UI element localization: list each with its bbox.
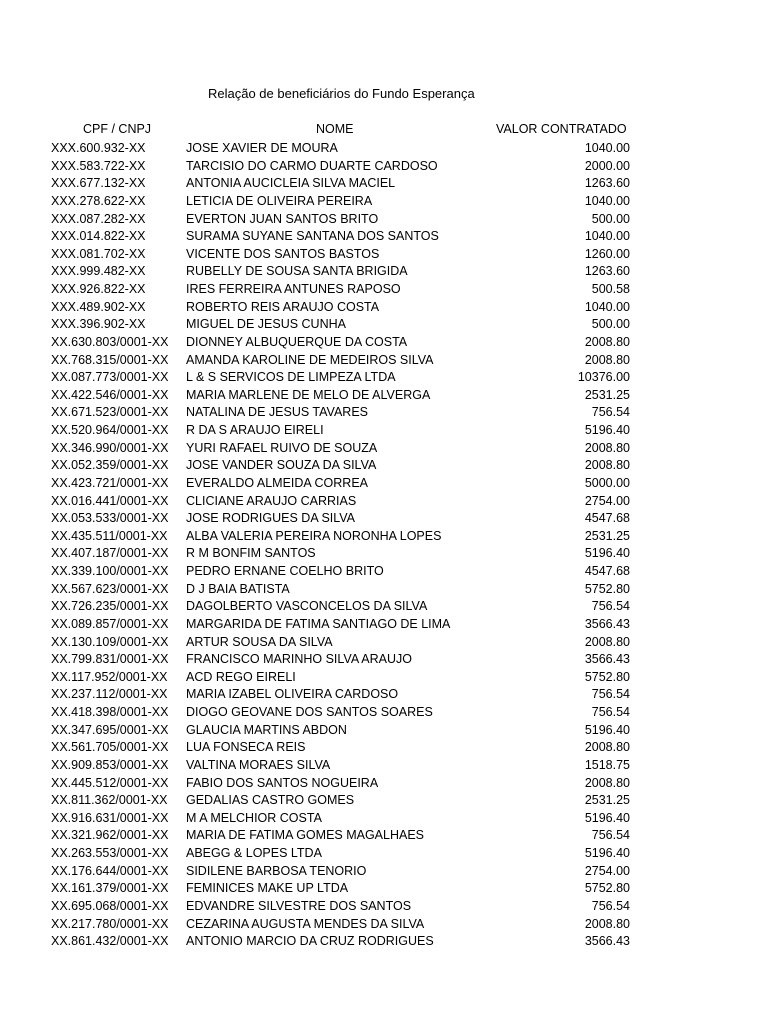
table-row: [0, 493, 768, 511]
name-cell: RUBELLY DE SOUSA SANTA BRIGIDA: [186, 264, 408, 279]
value-cell: 5196.40: [584, 846, 630, 860]
name-cell: M A MELCHIOR COSTA: [186, 810, 322, 825]
table-row: [0, 739, 768, 757]
cpf-cell: XX.089.857/0001-XX: [51, 616, 169, 631]
table-row: [0, 704, 768, 722]
name-cell: TARCISIO DO CARMO DUARTE CARDOSO: [186, 158, 438, 173]
name-cell: NATALINA DE JESUS TAVARES: [186, 405, 368, 420]
name-cell: ARTUR SOUSA DA SILVA: [186, 634, 333, 649]
name-cell: FRANCISCO MARINHO SILVA ARAUJO: [186, 652, 412, 667]
table-row: [0, 228, 768, 246]
value-cell: 1040.00: [584, 141, 630, 155]
cpf-cell: XX.435.511/0001-XX: [51, 528, 168, 543]
table-row: [0, 404, 768, 422]
table-row: [0, 898, 768, 916]
table-row: [0, 211, 768, 229]
cpf-cell: XX.130.109/0001-XX: [51, 634, 169, 649]
name-cell: VICENTE DOS SANTOS BASTOS: [186, 246, 380, 261]
document-title: Relação de beneficiários do Fundo Esperança: [208, 86, 475, 101]
cpf-cell: XX.861.432/0001-XX: [51, 934, 169, 949]
table-row: [0, 775, 768, 793]
name-cell: JOSE RODRIGUES DA SILVA: [186, 511, 356, 526]
name-cell: PEDRO ERNANE COELHO BRITO: [186, 564, 384, 578]
cpf-cell: XXX.489.902-XX: [51, 299, 146, 314]
table-row: [0, 387, 768, 405]
table-row: [0, 863, 768, 881]
cpf-cell: XX.339.100/0001-XX: [51, 564, 169, 578]
value-cell: 1263.60: [584, 264, 630, 279]
cpf-cell: XX.811.362/0001-XX: [51, 793, 168, 808]
name-cell: ALBA VALERIA PEREIRA NORONHA LOPES: [186, 528, 442, 543]
name-cell: GLAUCIA MARTINS ABDON: [186, 722, 347, 737]
cpf-cell: XX.176.644/0001-XX: [51, 863, 169, 878]
cpf-cell: XX.053.533/0001-XX: [51, 511, 169, 526]
table-row: [0, 422, 768, 440]
table-row: [0, 634, 768, 652]
cpf-cell: XX.567.623/0001-XX: [51, 581, 169, 596]
value-cell: 2531.25: [584, 528, 630, 543]
table-row: [0, 369, 768, 387]
table-row: [0, 299, 768, 317]
cpf-cell: XX.052.359/0001-XX: [51, 458, 169, 473]
value-cell: 756.54: [591, 687, 630, 702]
name-cell: JOSE XAVIER DE MOURA: [186, 141, 338, 155]
cpf-cell: XX.423.721/0001-XX: [51, 475, 169, 490]
value-cell: 5196.40: [584, 423, 630, 437]
table-row: [0, 158, 768, 176]
cpf-cell: XX.909.853/0001-XX: [51, 757, 169, 772]
name-cell: AMANDA KAROLINE DE MEDEIROS SILVA: [186, 352, 434, 367]
name-cell: EDVANDRE SILVESTRE DOS SANTOS: [186, 898, 412, 913]
value-cell: 5196.40: [584, 546, 630, 561]
cpf-cell: XX.422.546/0001-XX: [51, 387, 169, 402]
name-cell: CEZARINA AUGUSTA MENDES DA SILVA: [186, 916, 425, 931]
cpf-cell: XXX.087.282-XX: [51, 211, 146, 226]
table-row: [0, 563, 768, 581]
cpf-cell: XX.016.441/0001-XX: [51, 493, 169, 508]
cpf-cell: XX.418.398/0001-XX: [51, 705, 169, 719]
table-row: [0, 581, 768, 599]
name-cell: SURAMA SUYANE SANTANA DOS SANTOS: [186, 229, 439, 244]
name-cell: ABEGG & LOPES LTDA: [186, 846, 322, 860]
name-cell: MARIA IZABEL OLIVEIRA CARDOSO: [186, 687, 399, 702]
cpf-cell: XXX.278.622-XX: [51, 193, 146, 208]
value-cell: 5752.80: [584, 669, 630, 684]
value-cell: 10376.00: [577, 370, 630, 385]
name-cell: MARGARIDA DE FATIMA SANTIAGO DE LIMA: [186, 616, 451, 631]
name-cell: YURI RAFAEL RUIVO DE SOUZA: [186, 440, 378, 455]
name-cell: ACD REGO EIRELI: [186, 669, 296, 684]
cpf-cell: XX.726.235/0001-XX: [51, 599, 169, 614]
name-cell: EVERTON JUAN SANTOS BRITO: [186, 211, 379, 226]
cpf-cell: XX.916.631/0001-XX: [51, 810, 169, 825]
table-row: [0, 316, 768, 334]
table-row: [0, 545, 768, 563]
value-cell: 2008.80: [584, 740, 630, 755]
value-cell: 5752.80: [584, 581, 630, 596]
table-row: [0, 757, 768, 775]
table-row: [0, 193, 768, 211]
value-cell: 5000.00: [584, 475, 630, 490]
value-cell: 4547.68: [584, 564, 630, 578]
table-row: [0, 880, 768, 898]
cpf-cell: XX.768.315/0001-XX: [51, 352, 169, 367]
name-cell: EVERALDO ALMEIDA CORREA: [186, 475, 369, 490]
table-header: [0, 122, 768, 139]
value-cell: 4547.68: [584, 511, 630, 526]
value-cell: 5196.40: [584, 722, 630, 737]
name-cell: R M BONFIM SANTOS: [186, 546, 316, 561]
name-cell: DIOGO GEOVANE DOS SANTOS SOARES: [186, 705, 433, 719]
value-cell: 3566.43: [584, 652, 630, 667]
value-cell: 2531.25: [584, 387, 630, 402]
cpf-cell: XX.671.523/0001-XX: [51, 405, 169, 420]
name-cell: ROBERTO REIS ARAUJO COSTA: [186, 299, 380, 314]
value-cell: 756.54: [591, 405, 630, 420]
table-row: [0, 281, 768, 299]
value-cell: 2008.80: [584, 634, 630, 649]
table-row: [0, 598, 768, 616]
cpf-cell: XXX.014.822-XX: [51, 229, 146, 244]
name-cell: ANTONIA AUCICLEIA SILVA MACIEL: [186, 176, 396, 191]
value-cell: 5196.40: [584, 810, 630, 825]
value-cell: 1040.00: [584, 299, 630, 314]
cpf-cell: XX.117.952/0001-XX: [51, 669, 168, 684]
value-cell: 3566.43: [584, 934, 630, 949]
table-row: [0, 651, 768, 669]
value-cell: 2008.80: [584, 352, 630, 367]
name-cell: MARIA MARLENE DE MELO DE ALVERGA: [186, 387, 431, 402]
value-cell: 1518.75: [584, 757, 630, 772]
cpf-cell: XXX.583.722-XX: [51, 158, 146, 173]
name-cell: CLICIANE ARAUJO CARRIAS: [186, 493, 357, 508]
cpf-cell: XXX.600.932-XX: [51, 141, 146, 155]
cpf-cell: XX.087.773/0001-XX: [51, 370, 169, 385]
value-cell: 2008.80: [584, 916, 630, 931]
cpf-cell: XXX.081.702-XX: [51, 246, 146, 261]
name-cell: DAGOLBERTO VASCONCELOS DA SILVA: [186, 599, 428, 614]
value-cell: 756.54: [591, 828, 630, 843]
table-row: [0, 140, 768, 158]
value-cell: 2531.25: [584, 793, 630, 808]
value-cell: 2000.00: [584, 158, 630, 173]
cpf-cell: XX.346.990/0001-XX: [51, 440, 169, 455]
table-row: [0, 933, 768, 951]
table-row: [0, 475, 768, 493]
name-cell: IRES FERREIRA ANTUNES RAPOSO: [186, 282, 401, 296]
name-cell: VALTINA MORAES SILVA: [186, 757, 331, 772]
table-row: [0, 352, 768, 370]
name-cell: D J BAIA BATISTA: [186, 581, 290, 596]
value-cell: 2754.00: [584, 863, 630, 878]
name-cell: FABIO DOS SANTOS NOGUEIRA: [186, 775, 379, 790]
value-cell: 2008.80: [584, 458, 630, 473]
name-cell: MIGUEL DE JESUS CUNHA: [186, 317, 346, 332]
cpf-cell: XX.321.962/0001-XX: [51, 828, 169, 843]
cpf-cell: XX.520.964/0001-XX: [51, 423, 169, 437]
name-cell: R DA S ARAUJO EIRELI: [186, 423, 324, 437]
cpf-cell: XX.445.512/0001-XX: [51, 775, 169, 790]
cpf-cell: XX.799.831/0001-XX: [51, 652, 169, 667]
cpf-cell: XX.263.553/0001-XX: [51, 846, 169, 860]
name-cell: LUA FONSECA REIS: [186, 740, 306, 755]
column-header-nome: NOME: [316, 122, 354, 136]
value-cell: 3566.43: [584, 616, 630, 631]
beneficiaries-table: [0, 140, 768, 951]
value-cell: 2008.80: [584, 440, 630, 455]
table-row: [0, 810, 768, 828]
value-cell: 756.54: [591, 705, 630, 719]
cpf-cell: XXX.396.902-XX: [51, 317, 146, 332]
table-row: [0, 510, 768, 528]
table-row: [0, 845, 768, 863]
name-cell: GEDALIAS CASTRO GOMES: [186, 793, 355, 808]
cpf-cell: XX.237.112/0001-XX: [51, 687, 168, 702]
name-cell: L & S SERVICOS DE LIMPEZA LTDA: [186, 370, 396, 385]
cpf-cell: XX.347.695/0001-XX: [51, 722, 169, 737]
cpf-cell: XXX.926.822-XX: [51, 282, 146, 296]
name-cell: MARIA DE FATIMA GOMES MAGALHAES: [186, 828, 425, 843]
value-cell: 756.54: [591, 898, 630, 913]
cpf-cell: XX.630.803/0001-XX: [51, 334, 169, 349]
value-cell: 500.00: [591, 317, 630, 332]
cpf-cell: XX.695.068/0001-XX: [51, 898, 169, 913]
column-header-cpf: CPF / CNPJ: [83, 122, 152, 136]
cpf-cell: XXX.999.482-XX: [51, 264, 146, 279]
value-cell: 500.58: [591, 282, 630, 296]
name-cell: LETICIA DE OLIVEIRA PEREIRA: [186, 193, 373, 208]
name-cell: FEMINICES MAKE UP LTDA: [186, 881, 349, 896]
value-cell: 5752.80: [584, 881, 630, 896]
value-cell: 2008.80: [584, 775, 630, 790]
column-header-valor: VALOR CONTRATADO: [496, 122, 627, 136]
name-cell: DIONNEY ALBUQUERQUE DA COSTA: [186, 334, 408, 349]
cpf-cell: XX.217.780/0001-XX: [51, 916, 169, 931]
cpf-cell: XXX.677.132-XX: [51, 176, 146, 191]
value-cell: 1040.00: [584, 193, 630, 208]
cpf-cell: XX.407.187/0001-XX: [51, 546, 169, 561]
value-cell: 2008.80: [584, 334, 630, 349]
table-row: [0, 528, 768, 546]
table-row: [0, 722, 768, 740]
cpf-cell: XX.161.379/0001-XX: [51, 881, 169, 896]
value-cell: 1040.00: [584, 229, 630, 244]
table-row: [0, 457, 768, 475]
name-cell: JOSE VANDER SOUZA DA SILVA: [186, 458, 377, 473]
table-row: [0, 616, 768, 634]
table-row: [0, 827, 768, 845]
table-row: [0, 334, 768, 352]
value-cell: 1263.60: [584, 176, 630, 191]
value-cell: 1260.00: [584, 246, 630, 261]
value-cell: 500.00: [591, 211, 630, 226]
table-row: [0, 246, 768, 264]
table-row: [0, 263, 768, 281]
value-cell: 756.54: [591, 599, 630, 614]
value-cell: 2754.00: [584, 493, 630, 508]
name-cell: SIDILENE BARBOSA TENORIO: [186, 863, 367, 878]
name-cell: ANTONIO MARCIO DA CRUZ RODRIGUES: [186, 934, 434, 949]
cpf-cell: XX.561.705/0001-XX: [51, 740, 169, 755]
table-row: [0, 175, 768, 193]
table-row: [0, 916, 768, 934]
table-row: [0, 792, 768, 810]
table-row: [0, 440, 768, 458]
table-row: [0, 686, 768, 704]
table-row: [0, 669, 768, 687]
